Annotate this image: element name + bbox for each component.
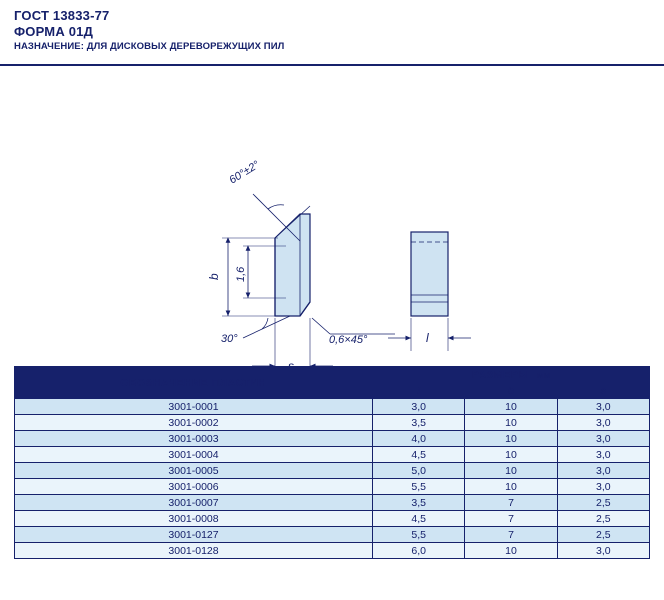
table-subheader-s: s [557,383,649,399]
dimensions-table [14,366,650,559]
insert-front-profile [411,232,448,316]
dimension-16-label: 1,6 [235,266,247,282]
cell-s: 3,0 [557,447,649,463]
cell-b: 10 [465,415,557,431]
purpose-text: НАЗНАЧЕНИЕ: ДЛЯ ДИСКОВЫХ ДЕРЕВОРЕЖУЩИХ ПИЛ [14,41,285,52]
dimension-b-label: b [207,273,221,280]
angle-bottom-label: 30° [221,333,238,345]
table-header-units: мм [537,369,551,381]
cell-b: 7 [465,527,557,543]
cell-l: 5,5 [373,479,465,495]
table-subheader-b: b [465,383,557,399]
cell-b: 10 [465,463,557,479]
cell-s: 3,0 [557,463,649,479]
cell-designation: 3001-0006 [15,479,373,495]
cell-s: 2,5 [557,527,649,543]
cell-designation: 3001-0005 [15,463,373,479]
table-row [15,527,650,543]
cell-designation: 3001-0004 [15,447,373,463]
cell-b: 10 [465,447,557,463]
cell-designation: 3001-0008 [15,511,373,527]
table-row [15,543,650,559]
cell-b: 7 [465,511,557,527]
dimension-l-label: l [426,331,429,345]
cell-s: 3,0 [557,543,649,559]
cell-b: 10 [465,431,557,447]
cell-designation: 3001-0002 [15,415,373,431]
cell-l: 5,5 [373,527,465,543]
cell-s: 2,5 [557,511,649,527]
table-row [15,447,650,463]
cell-b: 10 [465,479,557,495]
table-row [15,511,650,527]
cell-l: 3,5 [373,495,465,511]
table-subheader-l: l [373,383,465,399]
cell-designation: 3001-0128 [15,543,373,559]
cell-l: 4,5 [373,447,465,463]
cell-s: 3,0 [557,415,649,431]
cell-designation: 3001-0007 [15,495,373,511]
angle-top-label: 60°±2° [227,158,262,187]
table-header-dimensions-label: РАЗМЕРЫ [471,368,530,381]
insert-side-profile [275,214,310,316]
dimensions-table-wrapper [14,366,650,559]
form-title: ФОРМА 01Д [14,24,94,39]
document-header [0,0,664,54]
table-row [15,495,650,511]
table-row [15,463,650,479]
table-row [15,415,650,431]
table-header-designation: ОБОЗНАЧЕНИЕ ПЛАСТИН [15,367,373,399]
technical-drawing [0,66,664,356]
cell-l: 4,0 [373,431,465,447]
cell-l: 3,5 [373,415,465,431]
cell-b: 10 [465,399,557,415]
cell-designation: 3001-0003 [15,431,373,447]
cell-s: 3,0 [557,479,649,495]
cell-s: 2,5 [557,495,649,511]
table-row [15,479,650,495]
chamfer-label: 0,6×45° [329,334,368,346]
table-row [15,399,650,415]
cell-b: 7 [465,495,557,511]
cell-designation: 3001-0001 [15,399,373,415]
table-header-dimensions [373,367,650,383]
cell-s: 3,0 [557,399,649,415]
cell-b: 10 [465,543,557,559]
cell-l: 4,5 [373,511,465,527]
cell-l: 6,0 [373,543,465,559]
table-row [15,431,650,447]
cell-s: 3,0 [557,431,649,447]
cell-l: 3,0 [373,399,465,415]
cell-l: 5,0 [373,463,465,479]
gost-standard-title: ГОСТ 13833-77 [14,8,110,23]
cell-designation: 3001-0127 [15,527,373,543]
